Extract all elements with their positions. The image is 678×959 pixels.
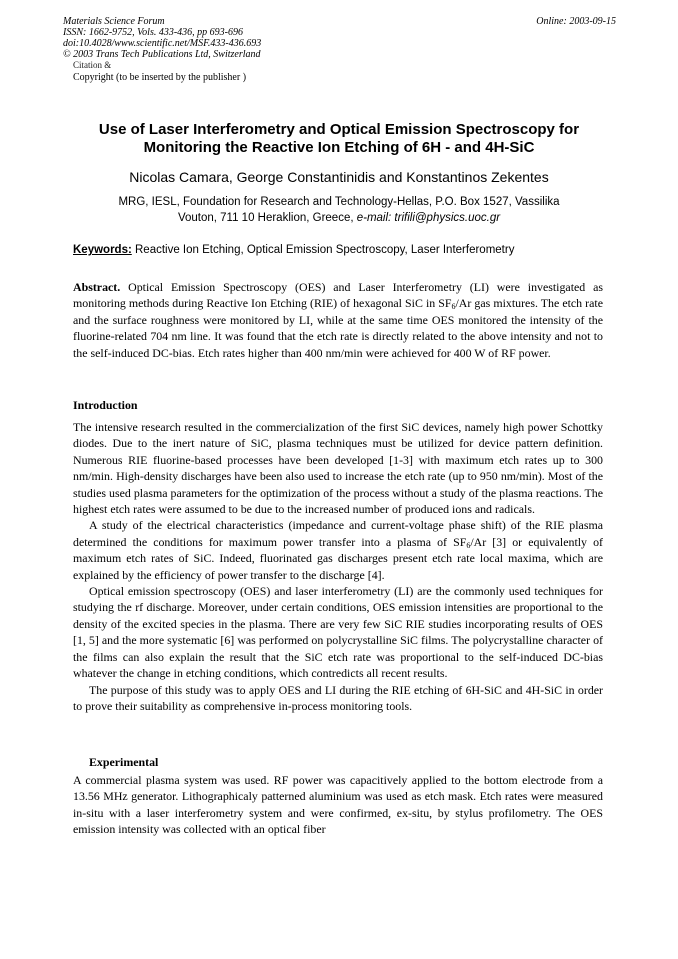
doi-line[interactable]: doi:10.4028/www.scientific.net/MSF.433-436.693 (63, 38, 262, 49)
online-date: Online: 2003-09-15 (536, 16, 616, 27)
subscript-6: 6 (466, 540, 471, 550)
affiliation-line-2 (60, 210, 618, 226)
email-link[interactable]: e-mail: trifili@physics.uoc.gr (356, 212, 501, 224)
intro-p2-text-2: /Ar [3] or equivalently of maximum etch rates of SiC. Indeed, fluorinated gas discharges present etch rate local maxima, which are explained by the efficiency of power transfer to the discharge [4]. (73, 534, 603, 582)
intro-p2-text-1: A study of the electrical characteristics (impedance and current-voltage phase shift) of the RIE plasma determined the conditions for maximum power transfer into a plasma of SF (73, 518, 603, 549)
experimental-heading: Experimental (89, 755, 159, 769)
publisher-copyright: © 2003 Trans Tech Publications Ltd, Switzerland (63, 49, 261, 60)
intro-paragraph-2 (73, 517, 603, 583)
introduction-heading: Introduction (73, 398, 138, 412)
issn-line: ISSN: 1662-9752, Vols. 433-436, pp 693-696 (63, 27, 243, 38)
introduction-body (73, 419, 603, 714)
experimental-body: A commercial plasma system was used. RF power was capacitively applied to the bottom electrode from a 13.56 MHz generator. Lithographicaly patterned aluminium was used as etch mask. Etch rates were measured in-situ with a laser interferometry system and were confirmed, ex-situ, by stylus profilometry. The OES emission intensity was collected with an optical fiber (73, 773, 603, 837)
keywords (73, 243, 613, 257)
paper-title (60, 121, 618, 157)
keywords-text: Reactive Ion Etching, Optical Emission Spectroscopy, Laser Interferometry (131, 244, 515, 256)
subscript-6: 6 (451, 302, 456, 312)
abstract (73, 279, 603, 361)
affiliation-address: Vouton, 711 10 Heraklion, Greece, (177, 212, 357, 224)
abstract-text-1: Optical Emission Spectroscopy (OES) and Laser Interferometry (LI) were investigated as monitoring methods during Reactive Ion Etching (RIE) of hexagonal SiC in SF (73, 280, 603, 311)
title-line-1: Use of Laser Interferometry and Optical Emission Spectroscopy for (98, 121, 580, 138)
intro-paragraph-1: The intensive research resulted in the commercialization of the first SiC devices, namely high power Schottky diodes. Due to the inert nature of SiC, plasma techniques must be utilized for device pattern definition. Numerous RIE fluorine-based processes have been developed [1-3] with maximum etch rates up to 300 nm/min. High-density discharges have been also used to increase the etch rate (up to 950 nm/min). Most of the studies used plasma parameters for the optimization of the process without a study of the plasma reactions. The highest etch rates were assumed to be due to the increased number of produced ions and radicals. (73, 420, 603, 517)
title-line-2: Monitoring the Reactive Ion Etching of 6H - and 4H-SiC (143, 139, 535, 156)
author-list: Nicolas Camara, George Constantinidis and Konstantinos Zekentes (129, 169, 549, 185)
journal-header (63, 16, 423, 60)
journal-name: Materials Science Forum (63, 16, 165, 27)
keywords-label: Keywords: (73, 244, 132, 256)
abstract-label: Abstract. (73, 280, 121, 294)
copyright-note: Copyright (to be inserted by the publisher ) (73, 72, 247, 83)
intro-paragraph-4: The purpose of this study was to apply OES and LI during the RIE etching of 6H-SiC and 4H-SiC in order to prove their suitability as comprehensive in-process monitoring tools. (73, 682, 603, 713)
abstract-text-2: /Ar gas mixtures. The etch rate and the surface roughness were monitored by LI, while at the same time OES monitored the intensity of the fluorine-related 704 nm line. It was found that the etch rate is directly related to the above intensity and not to the self-induced DC-bias. Etch rates higher than 400 nm/min were achieved for 400 W of RF power. (73, 296, 604, 360)
affiliation-line-1: MRG, IESL, Foundation for Research and Technology-Hellas, P.O. Box 1527, Vassilika (118, 196, 560, 208)
citation-label: Citation & (73, 60, 112, 68)
intro-paragraph-3: Optical emission spectroscopy (OES) and laser interferometry (LI) are the commonly used techniques for studying the rf discharge. Moreover, under certain conditions, OES emission intensities are proportional to the density of the excited species in the plasma. There are very few SiC RIE studies incorporating results of OES [1, 5] and the more systematic [6] was performed on polycrystalline SiC films. The polycrystalline character of the films can also explain the result that the SiC etch rate was proportional to the self-induced DC-bias whatever the change in etching conditions, which contredicts all recent results. (73, 584, 603, 681)
affiliation (60, 194, 618, 226)
